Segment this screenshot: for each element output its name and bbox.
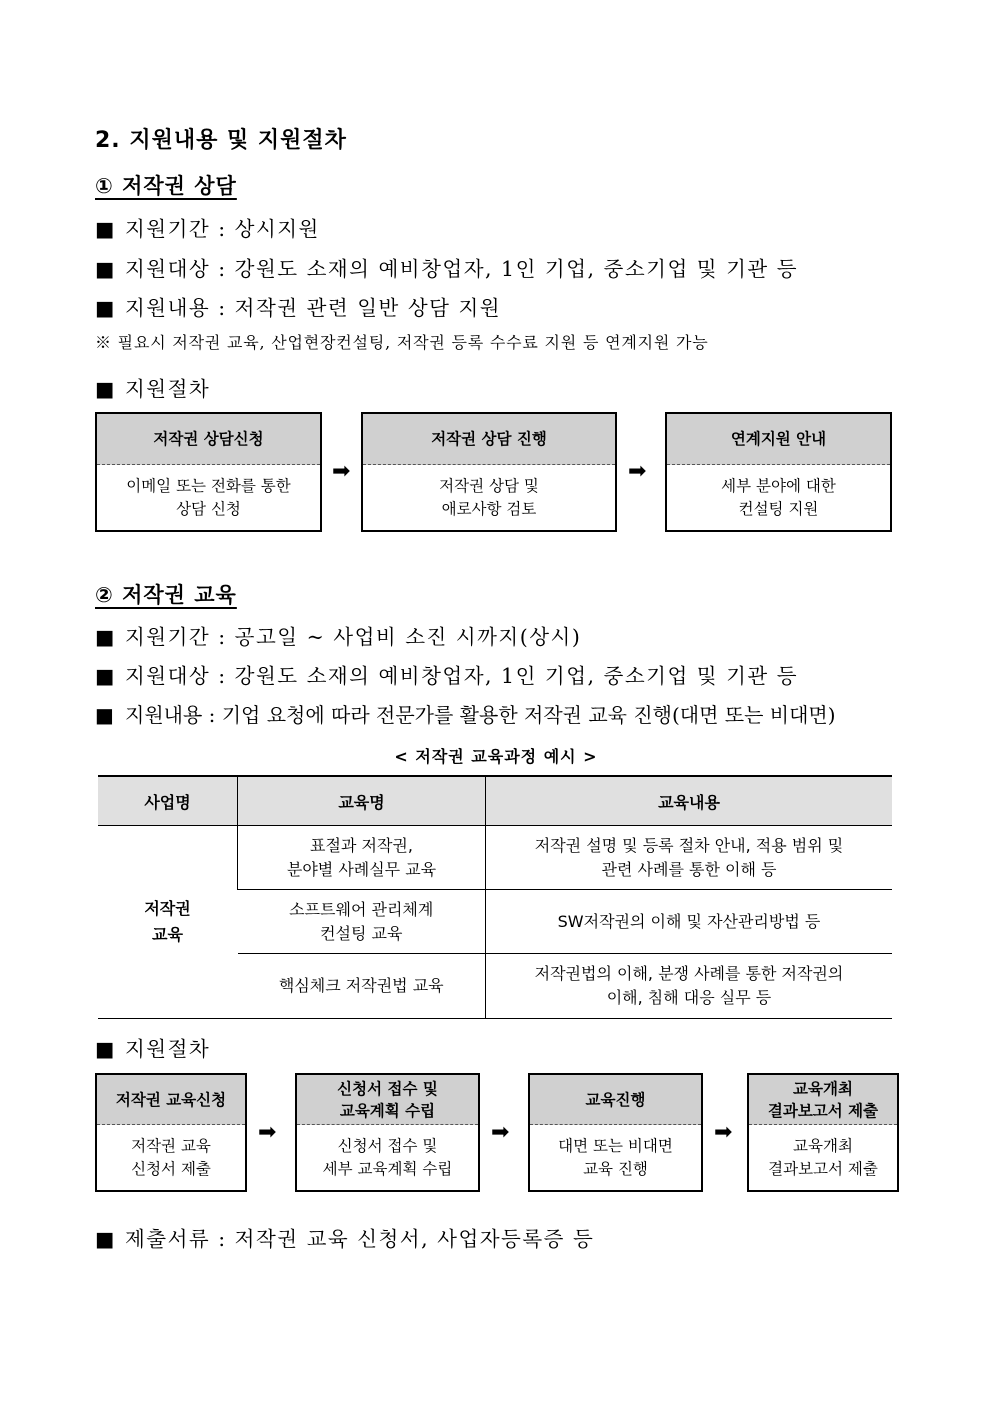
flow-step-receipt-plan [295,1073,480,1192]
flow-step-desc: 저작권 상담 및 애로사항 검토 [439,476,539,518]
flow-step-desc: 교육개최 결과보고서 제출 [768,1136,878,1178]
bullet-square-icon: ■ [95,296,116,320]
section2-title: ② 저작권 교육 [95,583,237,607]
arrow-right-icon: ➡ [332,459,351,484]
course-content-cell: 저작권 설명 및 등록 절차 안내, 적용 범위 및 관련 사례를 통한 이해 등 [486,826,893,890]
course-content-cell: SW저작권의 이해 및 자산관리방법 등 [486,890,893,954]
flow-step-title: 저작권 상담신청 [97,414,320,465]
flow-step-linked-support [665,412,892,532]
section1-bullet-content: ■ 지원내용 : 저작권 관련 일반 상담 지원 [95,296,502,320]
flow-step-desc: 이메일 또는 전화를 통한 상담 신청 [126,476,291,518]
section2-bullet-content: ■ 지원내용 : 기업 요청에 따라 전문가를 활용한 저작권 교육 진행(대면 또는 비대면) [95,703,836,727]
flow-step-report [747,1073,899,1192]
section2-bullet-target: ■ 지원대상 : 강원도 소재의 예비창업자, 1인 기업, 중소기업 및 기관 등 [95,664,799,688]
table-header-cell: 교육명 [238,776,486,826]
flow-step-title: 저작권 상담 진행 [363,414,615,465]
flow-step-title: 저작권 교육신청 [97,1075,245,1125]
bullet-square-icon: ■ [95,664,116,688]
section2-procedure-label: ■ 지원절차 [95,1037,211,1061]
bullet-square-icon: ■ [95,377,116,401]
flow-step-title: 교육개최 결과보고서 제출 [749,1075,897,1125]
table-caption: < 저작권 교육과정 예시 > [394,747,598,766]
arrow-right-icon: ➡ [491,1120,510,1145]
bullet-square-icon: ■ [95,625,116,649]
flow-step-consult-apply [95,412,322,532]
table-header-cell: 사업명 [98,776,238,826]
table-header-row [98,776,892,826]
bullet-square-icon: ■ [95,1037,116,1061]
section1-bullet-target: ■ 지원대상 : 강원도 소재의 예비창업자, 1인 기업, 중소기업 및 기관 등 [95,257,799,281]
table-row [98,826,892,890]
flow-step-title: 신청서 접수 및 교육계획 수립 [297,1075,478,1125]
bullet-square-icon: ■ [95,257,116,281]
arrow-right-icon: ➡ [628,459,647,484]
flow-step-desc: 대면 또는 비대면 교육 진행 [558,1136,673,1178]
flow-step-desc: 저작권 교육 신청서 제출 [131,1136,211,1178]
arrow-right-icon: ➡ [714,1120,733,1145]
flow-step-consult-progress [361,412,617,532]
flow-step-title: 연계지원 안내 [667,414,890,465]
arrow-right-icon: ➡ [258,1120,277,1145]
course-name-cell: 표절과 저작권, 분야별 사례실무 교육 [238,826,486,890]
table-header-cell: 교육내용 [486,776,893,826]
bullet-square-icon: ■ [95,217,116,241]
bullet-square-icon: ■ [95,1227,116,1251]
section1-procedure-label: ■ 지원절차 [95,377,211,401]
flow-step-desc: 세부 분야에 대한 컨설팅 지원 [721,476,836,518]
section1-note: ※ 필요시 저작권 교육, 산업현장컨설팅, 저작권 등록 수수료 지원 등 연계지원 가능 [95,333,709,352]
bullet-square-icon: ■ [95,703,114,727]
section1-bullet-period: ■ 지원기간 : 상시지원 [95,217,320,241]
course-name-cell: 소프트웨어 관리체계 컨설팅 교육 [238,890,486,954]
submission-documents: ■ 제출서류 : 저작권 교육 신청서, 사업자등록증 등 [95,1227,595,1251]
section2-bullet-period: ■ 지원기간 : 공고일 ~ 사업비 소진 시까지(상시) [95,625,582,649]
page-heading: 2. 지원내용 및 지원절차 [95,128,347,153]
flow-step-edu-apply [95,1073,247,1192]
section1-title: ① 저작권 상담 [95,174,237,198]
flow-step-edu-progress [528,1073,703,1192]
flow-step-title: 교육진행 [530,1075,701,1125]
curriculum-table [98,775,892,1019]
course-content-cell: 저작권법의 이해, 분쟁 사례를 통한 저작권의 이해, 침해 대응 실무 등 [486,954,893,1019]
program-name-cell: 저작권 교육 [98,826,238,1019]
course-name-cell: 핵심체크 저작권법 교육 [238,954,486,1019]
flow-step-desc: 신청서 접수 및 세부 교육계획 수립 [322,1136,453,1178]
